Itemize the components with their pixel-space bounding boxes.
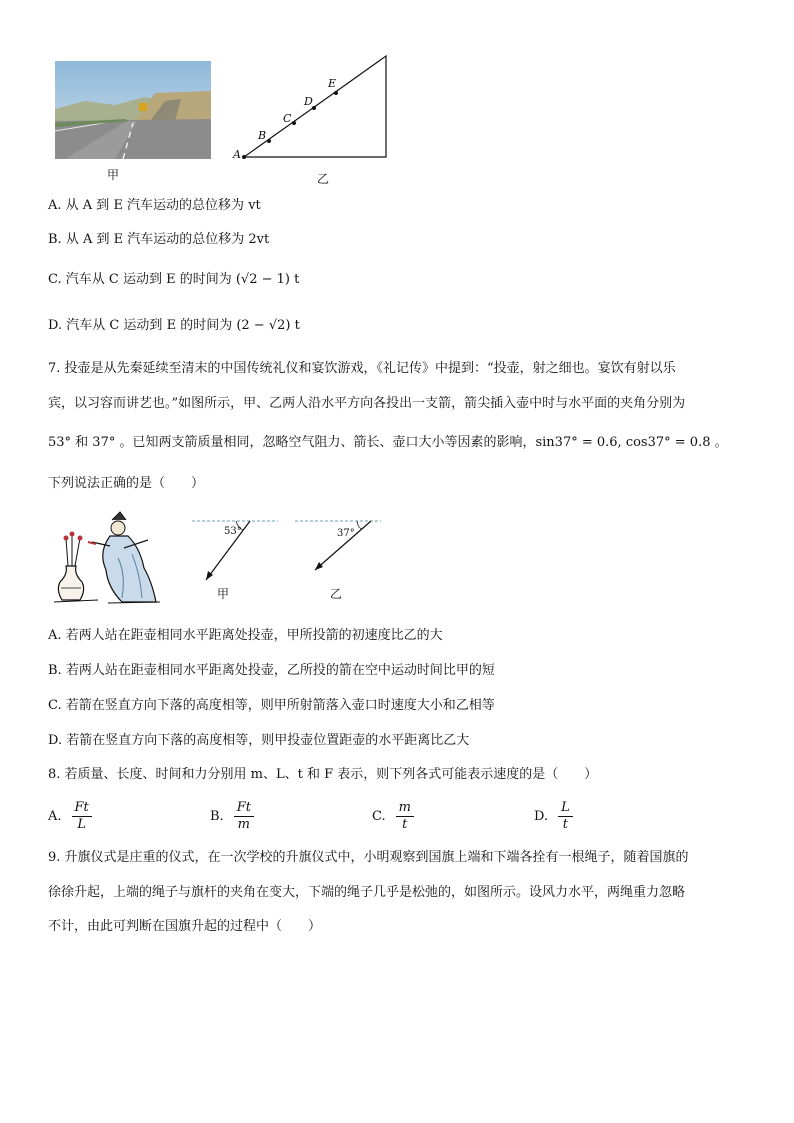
q7-option-c: C. 若箭在竖直方向下落的高度相等，则甲所射箭落入壶口时速度大小和乙相等 — [48, 698, 495, 713]
q7-option-d: D. 若箭在竖直方向下落的高度相等，则甲投壶位置距壶的水平距离比乙大 — [48, 733, 470, 748]
q8-option-a — [48, 798, 92, 834]
q8-option-b-label: B. — [210, 808, 224, 824]
q9-stem-line3: 不计，由此可判断在国旗升起的过程中（ ） — [48, 919, 322, 934]
point-e-dot — [334, 91, 338, 95]
point-e-label: E — [328, 77, 337, 90]
q7-option-b: B. 若两人站在距壶相同水平距离处投壶，乙所投的箭在空中运动时间比甲的短 — [48, 663, 495, 678]
q9-stem-line2: 徐徐升起，上端的绳子与旗杆的夹角在变大，下端的绳子几乎是松弛的，如图所示。设风力水平，两绳重力忽略 — [48, 885, 686, 900]
caption-jia-top: 甲 — [107, 168, 120, 182]
q7-stem-line4: 下列说法正确的是（ ） — [48, 476, 205, 491]
q8-option-d-label: D. — [534, 808, 549, 824]
q6-option-c: C. 汽车从 C 运动到 E 的时间为 (√2 − 1) t — [48, 272, 300, 287]
q8-option-a-denominator: L — [77, 816, 86, 832]
q8-option-b-numerator: Ft — [234, 800, 254, 817]
caption-yi-arrow: 乙 — [330, 587, 343, 601]
touhu-illustration — [48, 508, 168, 606]
point-b-label: B — [258, 129, 267, 142]
q8-option-b-denominator: m — [237, 816, 250, 832]
caption-jia-arrow: 甲 — [217, 587, 230, 601]
q8-option-c — [372, 798, 414, 834]
q9-stem-line1: 9. 升旗仪式是庄重的仪式，在一次学校的升旗仪式中，小明观察到国旗上端和下端各拴有一根绳子，随着国旗的 — [48, 850, 689, 865]
point-b-dot — [267, 139, 271, 143]
q8-option-b-fraction — [234, 800, 254, 833]
point-c-dot — [292, 121, 296, 125]
arrow-diagram-jia — [192, 516, 282, 588]
q6-option-d: D. 汽车从 C 运动到 E 的时间为 (2 − √2) t — [48, 318, 300, 333]
q7-option-a: A. 若两人站在距壶相同水平距离处投壶，甲所投箭的初速度比乙的大 — [48, 628, 443, 643]
caption-yi-top: 乙 — [317, 172, 330, 186]
q8-option-d-numerator: L — [558, 800, 573, 817]
q8-option-d-denominator: t — [562, 816, 569, 832]
q8-option-a-numerator: Ft — [72, 800, 92, 817]
point-c-label: C — [283, 112, 292, 125]
q8-option-d — [534, 798, 573, 834]
q8-stem: 8. 若质量、长度、时间和力分别用 m、L、t 和 F 表示，则下列各式可能表示速度的是（ ） — [48, 767, 598, 782]
q7-stem-line1: 7. 投壶是从先秦延续至清末的中国传统礼仪和宴饮游戏，《礼记传》中提到：“投壶，射之细也。宴饮有射以乐 — [48, 361, 676, 376]
q8-option-a-fraction — [72, 800, 92, 833]
angle-yi-label: 37° — [337, 528, 355, 539]
q8-option-c-fraction — [396, 800, 414, 833]
point-a-label: A — [233, 148, 241, 161]
q8-option-a-label: A. — [48, 808, 62, 824]
q8-option-c-denominator: t — [402, 816, 408, 832]
road-photo — [55, 61, 211, 159]
slope-diagram — [228, 50, 393, 162]
arrow-diagram-yi — [295, 516, 385, 580]
angle-jia-label: 53° — [224, 526, 242, 537]
q8-option-c-label: C. — [372, 808, 386, 824]
point-a-dot — [242, 155, 246, 159]
q8-option-b — [210, 798, 254, 834]
q6-option-b: B. 从 A 到 E 汽车运动的总位移为 2vt — [48, 232, 270, 247]
q8-option-c-numerator: m — [396, 800, 414, 817]
q7-stem-line3: 53° 和 37° 。已知两支箭质量相同，忽略空气阻力、箭长、壶口大小等因素的影响，sin37° = 0.6, cos37° = 0.8 。 — [48, 435, 728, 450]
q8-option-d-fraction — [558, 800, 573, 833]
q6-option-a: A. 从 A 到 E 汽车运动的总位移为 vt — [48, 198, 261, 213]
point-d-label: D — [304, 95, 313, 108]
q7-stem-line2: 宾，以习容而讲艺也。”如图所示，甲、乙两人沿水平方向各投出一支箭，箭尖插入壶中时与水平面的夹角分别为 — [48, 396, 686, 411]
